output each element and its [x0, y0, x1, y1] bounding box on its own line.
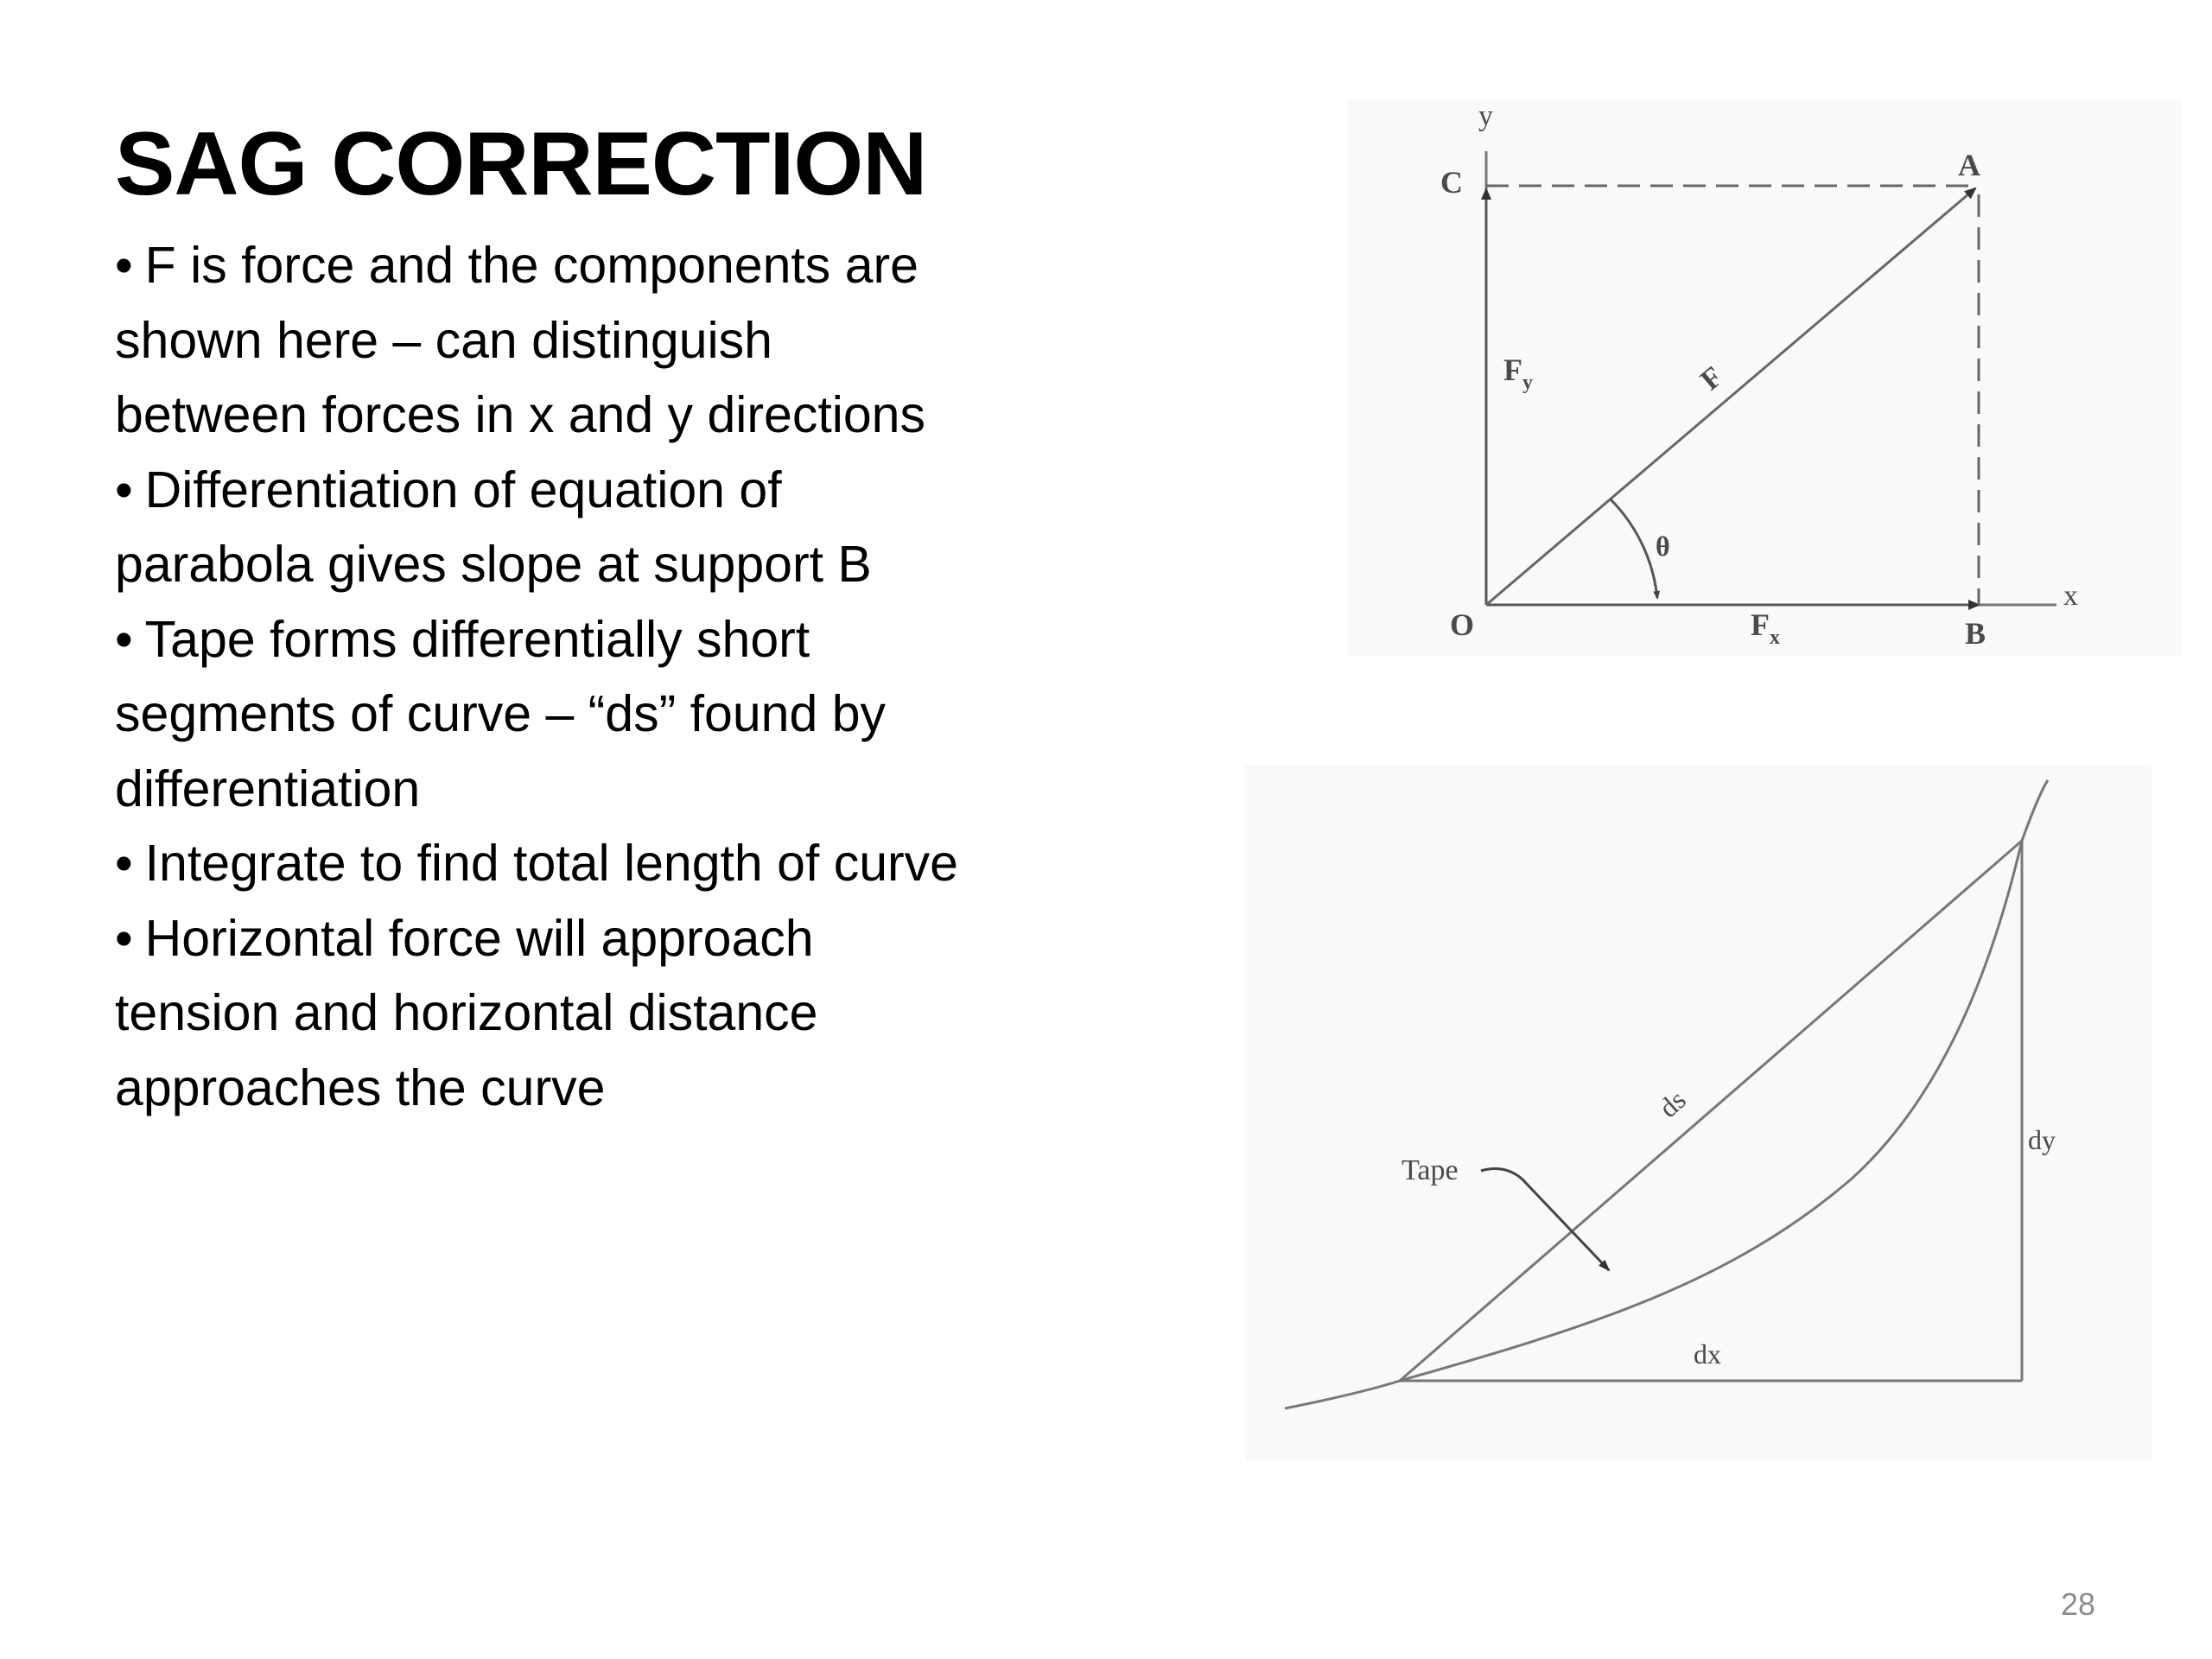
resultant-force-vector: [1486, 188, 1975, 605]
bullet-item: [115, 901, 979, 1126]
ds-label: ds: [1652, 1084, 1692, 1124]
point-a-label: A: [1958, 148, 1980, 182]
fx-label: $F_x$: [1751, 607, 1780, 649]
tape-sag-svg: [1246, 765, 2152, 1460]
point-b-label: B: [1965, 616, 1986, 651]
bullet-list: [115, 228, 979, 1125]
bullet-text: Differentiation of equation of parabola gives slope at support B: [115, 461, 872, 593]
point-c-label: C: [1440, 165, 1463, 200]
point-o-label: O: [1450, 607, 1475, 642]
x-axis-label: x: [2063, 580, 2078, 612]
bullet-marker: •: [115, 237, 133, 294]
bullet-text: Integrate to find total length of curve: [144, 835, 958, 892]
theta-label: θ: [1656, 531, 1670, 562]
bullet-text: Horizontal force will approach tension and horizontal distance approaches the curve: [115, 909, 818, 1116]
fy-label: $F_y$: [1503, 353, 1533, 394]
resultant-f-label: F: [1694, 360, 1730, 397]
chord-ds-line: [1400, 841, 2022, 1381]
bullet-marker: •: [115, 461, 133, 518]
tape-label: Tape: [1402, 1154, 1459, 1186]
bullet-marker: •: [115, 835, 133, 892]
tape-sag-diagram: [1246, 765, 2152, 1460]
bullet-marker: •: [115, 909, 133, 967]
force-components-svg: [1348, 99, 2182, 657]
dx-label: dx: [1694, 1338, 1721, 1370]
bullet-item: [115, 602, 979, 827]
bullet-text: F is force and the components are shown here – can distinguish between forces in x and y directions: [115, 237, 925, 443]
dy-label: dy: [2028, 1124, 2056, 1155]
bullet-marker: •: [115, 610, 133, 668]
page-number: 28: [2061, 1586, 2096, 1622]
bullet-item: [115, 228, 979, 453]
bullet-item: [115, 453, 979, 602]
theta-arc: [1611, 499, 1657, 598]
bullet-item: [115, 826, 979, 901]
bullet-text: Tape forms differentially short segments of curve – “ds” found by differentiation: [115, 610, 887, 817]
y-axis-label: y: [1478, 100, 1493, 132]
slide-title: SAG CORRECTION: [115, 114, 927, 214]
force-components-diagram: [1348, 99, 2182, 657]
